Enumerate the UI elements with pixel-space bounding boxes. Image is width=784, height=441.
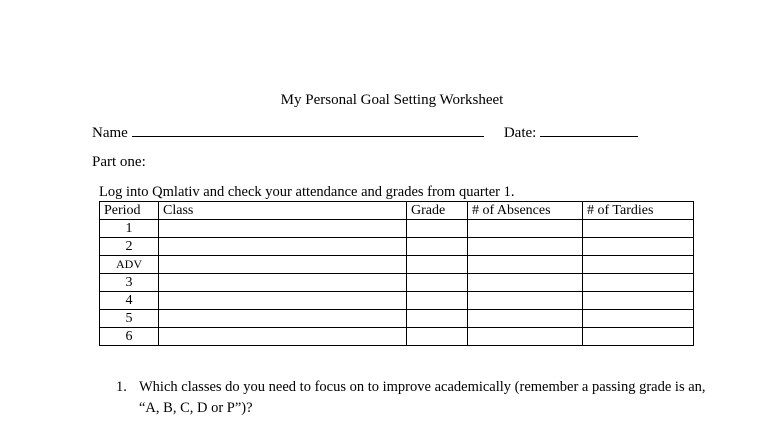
tardies-cell[interactable]: [583, 310, 694, 328]
grade-cell[interactable]: [407, 328, 468, 346]
period-cell: ADV: [100, 256, 159, 274]
period-cell: 1: [100, 220, 159, 238]
period-cell: 3: [100, 274, 159, 292]
table-row: [100, 238, 694, 256]
part-one-heading: Part one:: [92, 154, 146, 170]
period-cell: 2: [100, 238, 159, 256]
table-row: [100, 274, 694, 292]
class-cell[interactable]: [159, 238, 407, 256]
table-row: [100, 328, 694, 346]
absences-cell[interactable]: [468, 328, 583, 346]
tardies-cell[interactable]: [583, 220, 694, 238]
class-cell[interactable]: [159, 274, 407, 292]
grade-cell[interactable]: [407, 238, 468, 256]
table-row: [100, 256, 694, 274]
absences-cell[interactable]: [468, 238, 583, 256]
question-text: Which classes do you need to focus on to improve academically (remember a passing grade is an, “A, B, C, D or P”)?: [139, 379, 706, 416]
table-row: [100, 292, 694, 310]
tardies-cell[interactable]: [583, 328, 694, 346]
absences-cell[interactable]: [468, 292, 583, 310]
table-row: [100, 220, 694, 238]
grade-cell[interactable]: [407, 220, 468, 238]
tardies-cell[interactable]: [583, 274, 694, 292]
class-cell[interactable]: [159, 292, 407, 310]
class-cell[interactable]: [159, 220, 407, 238]
tardies-cell[interactable]: [583, 256, 694, 274]
name-date-line: [92, 122, 638, 142]
question-number: 1.: [116, 379, 127, 395]
absences-cell[interactable]: [468, 256, 583, 274]
absences-cell[interactable]: [468, 220, 583, 238]
grade-cell[interactable]: [407, 310, 468, 328]
class-cell[interactable]: [159, 328, 407, 346]
table-row: [100, 310, 694, 328]
tardies-cell[interactable]: [583, 238, 694, 256]
header-grade: Grade: [407, 202, 468, 220]
class-cell[interactable]: [159, 256, 407, 274]
grades-table: [99, 201, 694, 346]
table-header-row: [100, 202, 694, 220]
header-tardies: # of Tardies: [583, 202, 694, 220]
absences-cell[interactable]: [468, 274, 583, 292]
grade-cell[interactable]: [407, 292, 468, 310]
name-label: Name: [92, 125, 128, 141]
tardies-cell[interactable]: [583, 292, 694, 310]
instructions-text: Log into Qmlativ and check your attendance and grades from quarter 1.: [99, 184, 515, 200]
header-class: Class: [159, 202, 407, 220]
header-absences: # of Absences: [468, 202, 583, 220]
worksheet-title: My Personal Goal Setting Worksheet: [280, 92, 504, 108]
grade-cell[interactable]: [407, 256, 468, 274]
date-label: Date:: [503, 125, 537, 141]
date-blank[interactable]: [540, 122, 638, 137]
period-cell: 4: [100, 292, 159, 310]
grade-cell[interactable]: [407, 274, 468, 292]
header-period: Period: [100, 202, 159, 220]
absences-cell[interactable]: [468, 310, 583, 328]
class-cell[interactable]: [159, 310, 407, 328]
period-cell: 5: [100, 310, 159, 328]
period-cell: 6: [100, 328, 159, 346]
name-blank[interactable]: [132, 122, 484, 137]
